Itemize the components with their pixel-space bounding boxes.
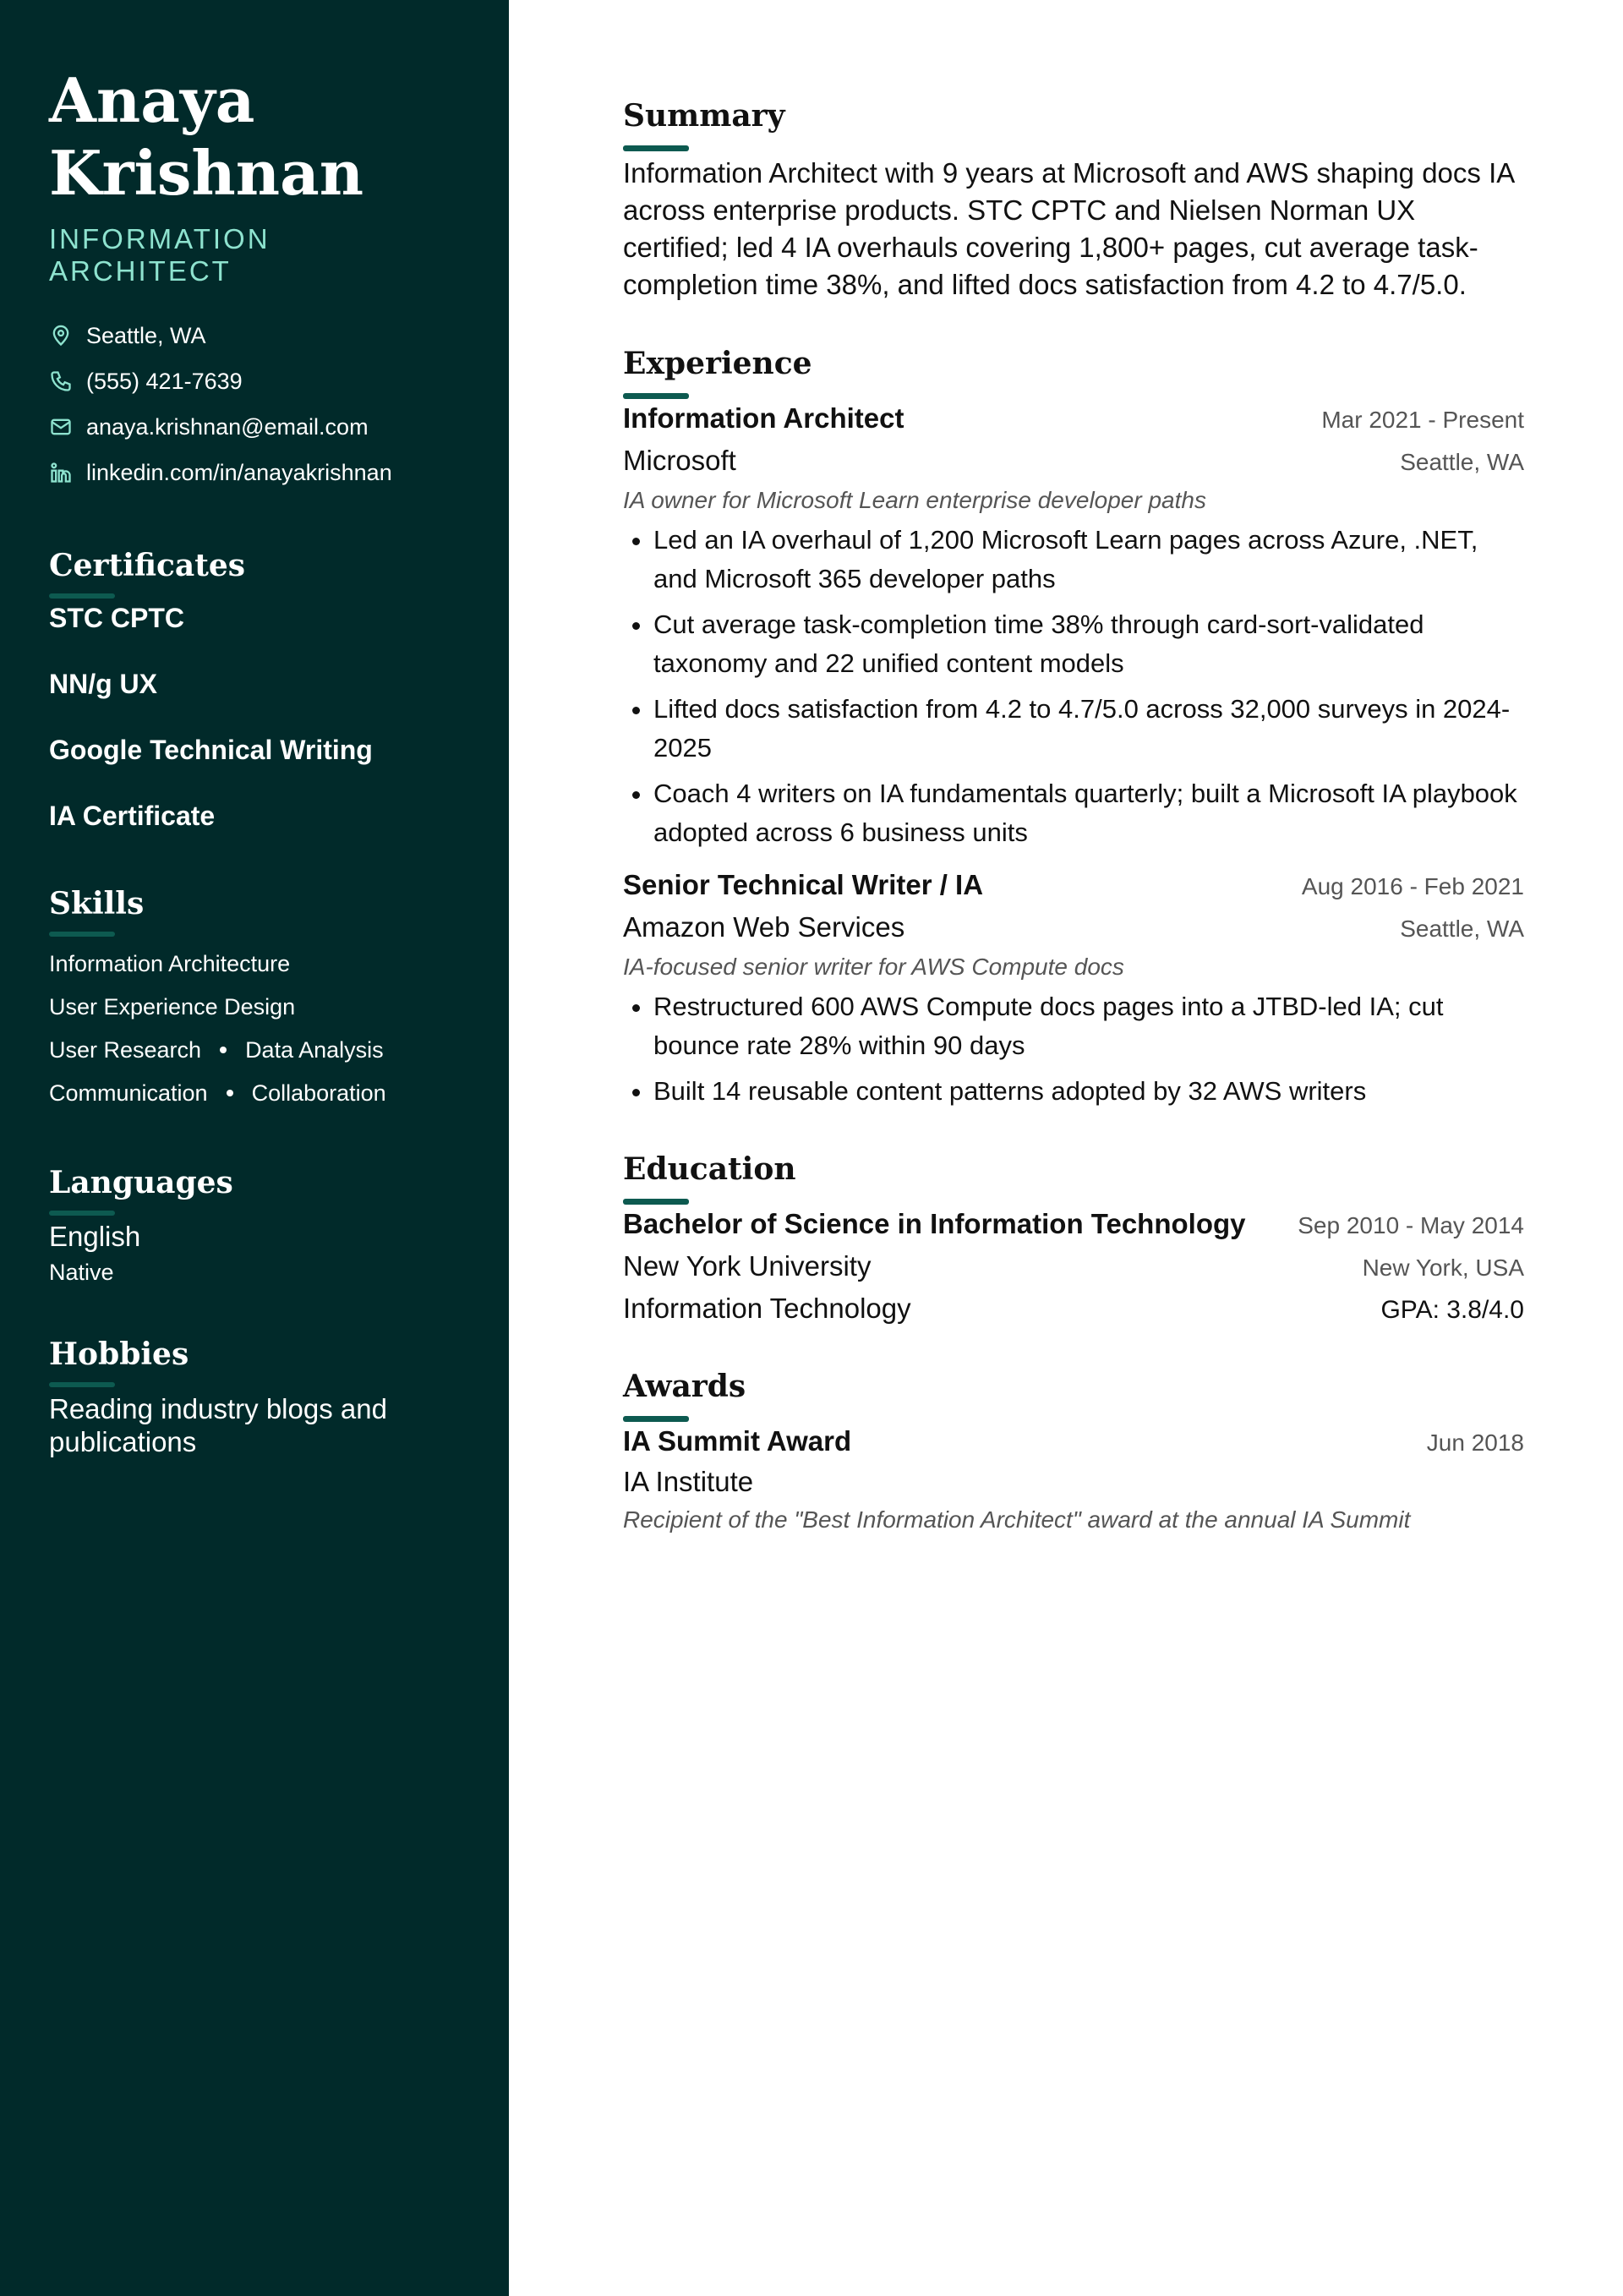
awards-section xyxy=(623,1369,1524,1533)
skill-item: User Research xyxy=(49,1036,202,1063)
education-field-row xyxy=(623,1293,1524,1325)
job-role: INFORMATION ARCHITECT xyxy=(49,223,270,287)
education-heading: Education xyxy=(623,1151,796,1187)
field-of-study: Information Technology xyxy=(623,1293,911,1324)
summary-heading: Summary xyxy=(623,98,785,134)
hobby-item: Reading industry blogs and publications xyxy=(49,1393,387,1457)
education-header xyxy=(623,1208,1524,1240)
certificates-section xyxy=(49,548,460,862)
bullet-dot-icon xyxy=(227,1090,233,1096)
languages-heading: Languages xyxy=(49,1165,233,1200)
job-dates: Aug 2016 - Feb 2021 xyxy=(1301,873,1524,899)
job-bullet: • Built 14 reusable content patterns adopted by 32 AWS writers xyxy=(653,1072,1524,1111)
job-entry xyxy=(623,869,1524,1111)
job-bullet: • Led an IA overhaul of 1,200 Microsoft Learn pages across Azure, .NET, and Microsoft 365 developer paths xyxy=(653,521,1524,599)
contact-linkedin-text[interactable]: linkedin.com/in/anayakrishnan xyxy=(86,459,392,485)
languages-section xyxy=(49,1165,460,1286)
school-location: New York, USA xyxy=(1362,1255,1524,1281)
certificate-item: STC CPTC xyxy=(49,603,184,633)
education-school-row xyxy=(623,1250,1524,1282)
summary-section xyxy=(623,98,1524,303)
hobbies-heading: Hobbies xyxy=(49,1337,189,1372)
certificate-item: NN/g UX xyxy=(49,669,157,699)
experience-heading: Experience xyxy=(623,346,812,381)
contact-location xyxy=(49,313,460,358)
award-header xyxy=(623,1425,1524,1457)
contact-phone xyxy=(49,358,460,404)
job-company-row xyxy=(623,911,1524,943)
linkedin-icon xyxy=(49,461,73,484)
job-bullet: • Cut average task-completion time 38% through card-sort-validated taxonomy and 22 unified content models xyxy=(653,605,1524,683)
section-divider xyxy=(623,393,689,399)
skill-row xyxy=(49,1071,460,1114)
phone-icon xyxy=(49,369,73,393)
skill-item: User Experience Design xyxy=(49,993,296,1020)
award-title: IA Summit Award xyxy=(623,1425,852,1457)
job-bullet: • Lifted docs satisfaction from 4.2 to 4.7/5.0 across 32,000 surveys in 2024-2025 xyxy=(653,690,1524,768)
section-divider xyxy=(49,1211,115,1216)
skills-list xyxy=(49,942,460,1114)
skill-item: Communication xyxy=(49,1080,208,1106)
contact-email-text[interactable]: anaya.krishnan@email.com xyxy=(86,413,369,440)
job-dates: Mar 2021 - Present xyxy=(1321,407,1524,433)
job-company: Microsoft xyxy=(623,445,736,476)
job-header xyxy=(623,869,1524,901)
award-description: Recipient of the "Best Information Architect" award at the annual IA Summit xyxy=(623,1506,1411,1533)
job-description: IA-focused senior writer for AWS Compute docs xyxy=(623,954,1124,980)
awards-heading: Awards xyxy=(623,1369,746,1404)
skills-section xyxy=(49,886,460,1114)
job-company-row xyxy=(623,445,1524,477)
skill-item: Information Architecture xyxy=(49,950,291,976)
job-bullet: • Restructured 600 AWS Compute docs pages into a JTBD-led IA; cut bounce rate 28% within 90 days xyxy=(653,987,1524,1065)
school-name: New York University xyxy=(623,1250,872,1282)
section-divider xyxy=(49,1382,115,1387)
contact-email[interactable] xyxy=(49,404,460,450)
experience-section xyxy=(623,346,1524,1111)
education-section xyxy=(623,1151,1524,1325)
summary-text: Information Architect with 9 years at Microsoft and AWS shaping docs IA across enterprise products. STC CPTC and Nielsen Norman UX certified; led 4 IA overhauls covering 1,800+ pages, cut average task-completion time 38%, and lifted docs satisfaction from 4.2 to 4.7/5.0. xyxy=(623,157,1514,300)
hobbies-section xyxy=(49,1337,460,1458)
bullet-dot-icon xyxy=(220,1047,227,1053)
sidebar xyxy=(0,0,509,2296)
job-description: IA owner for Microsoft Learn enterprise developer paths xyxy=(623,487,1206,513)
section-divider xyxy=(623,1416,689,1422)
job-header xyxy=(623,402,1524,435)
job-entry xyxy=(623,402,1524,852)
job-bullet: • Coach 4 writers on IA fundamentals quarterly; built a Microsoft IA playbook adopted across 6 business units xyxy=(653,774,1524,852)
job-title: Information Architect xyxy=(623,402,904,434)
section-divider xyxy=(623,1199,689,1205)
skill-row xyxy=(49,942,460,985)
skill-item: Data Analysis xyxy=(245,1036,384,1063)
language-name: English xyxy=(49,1221,141,1252)
education-dates: Sep 2010 - May 2014 xyxy=(1298,1212,1524,1238)
last-name: Krishnan xyxy=(49,137,364,209)
location-pin-icon xyxy=(49,324,73,347)
award-date: Jun 2018 xyxy=(1426,1430,1524,1456)
certificates-heading: Certificates xyxy=(49,548,246,583)
language-level: Native xyxy=(49,1260,114,1285)
job-company: Amazon Web Services xyxy=(623,911,905,943)
job-location: Seattle, WA xyxy=(1400,916,1524,942)
certificate-item: IA Certificate xyxy=(49,801,216,831)
job-location: Seattle, WA xyxy=(1400,449,1524,475)
contact-phone-text: (555) 421-7639 xyxy=(86,368,243,394)
certificate-item: Google Technical Writing xyxy=(49,735,373,765)
gpa: GPA: 3.8/4.0 xyxy=(1380,1296,1524,1324)
skill-row xyxy=(49,985,460,1028)
skill-row xyxy=(49,1028,460,1071)
job-bullets xyxy=(623,521,1524,852)
contact-location-text: Seattle, WA xyxy=(86,322,206,348)
contact-linkedin[interactable] xyxy=(49,450,460,495)
skills-heading: Skills xyxy=(49,886,145,921)
section-divider xyxy=(623,145,689,151)
degree-title: Bachelor of Science in Information Technology xyxy=(623,1208,1246,1239)
award-issuer: IA Institute xyxy=(623,1466,754,1497)
section-divider xyxy=(49,932,115,937)
mail-icon xyxy=(49,415,73,439)
main-content xyxy=(623,0,1524,1533)
skill-item: Collaboration xyxy=(251,1080,386,1106)
job-bullets xyxy=(623,987,1524,1111)
first-name: Anaya xyxy=(49,64,255,136)
job-title: Senior Technical Writer / IA xyxy=(623,869,984,900)
candidate-name xyxy=(49,64,460,210)
contact-list xyxy=(49,313,460,495)
